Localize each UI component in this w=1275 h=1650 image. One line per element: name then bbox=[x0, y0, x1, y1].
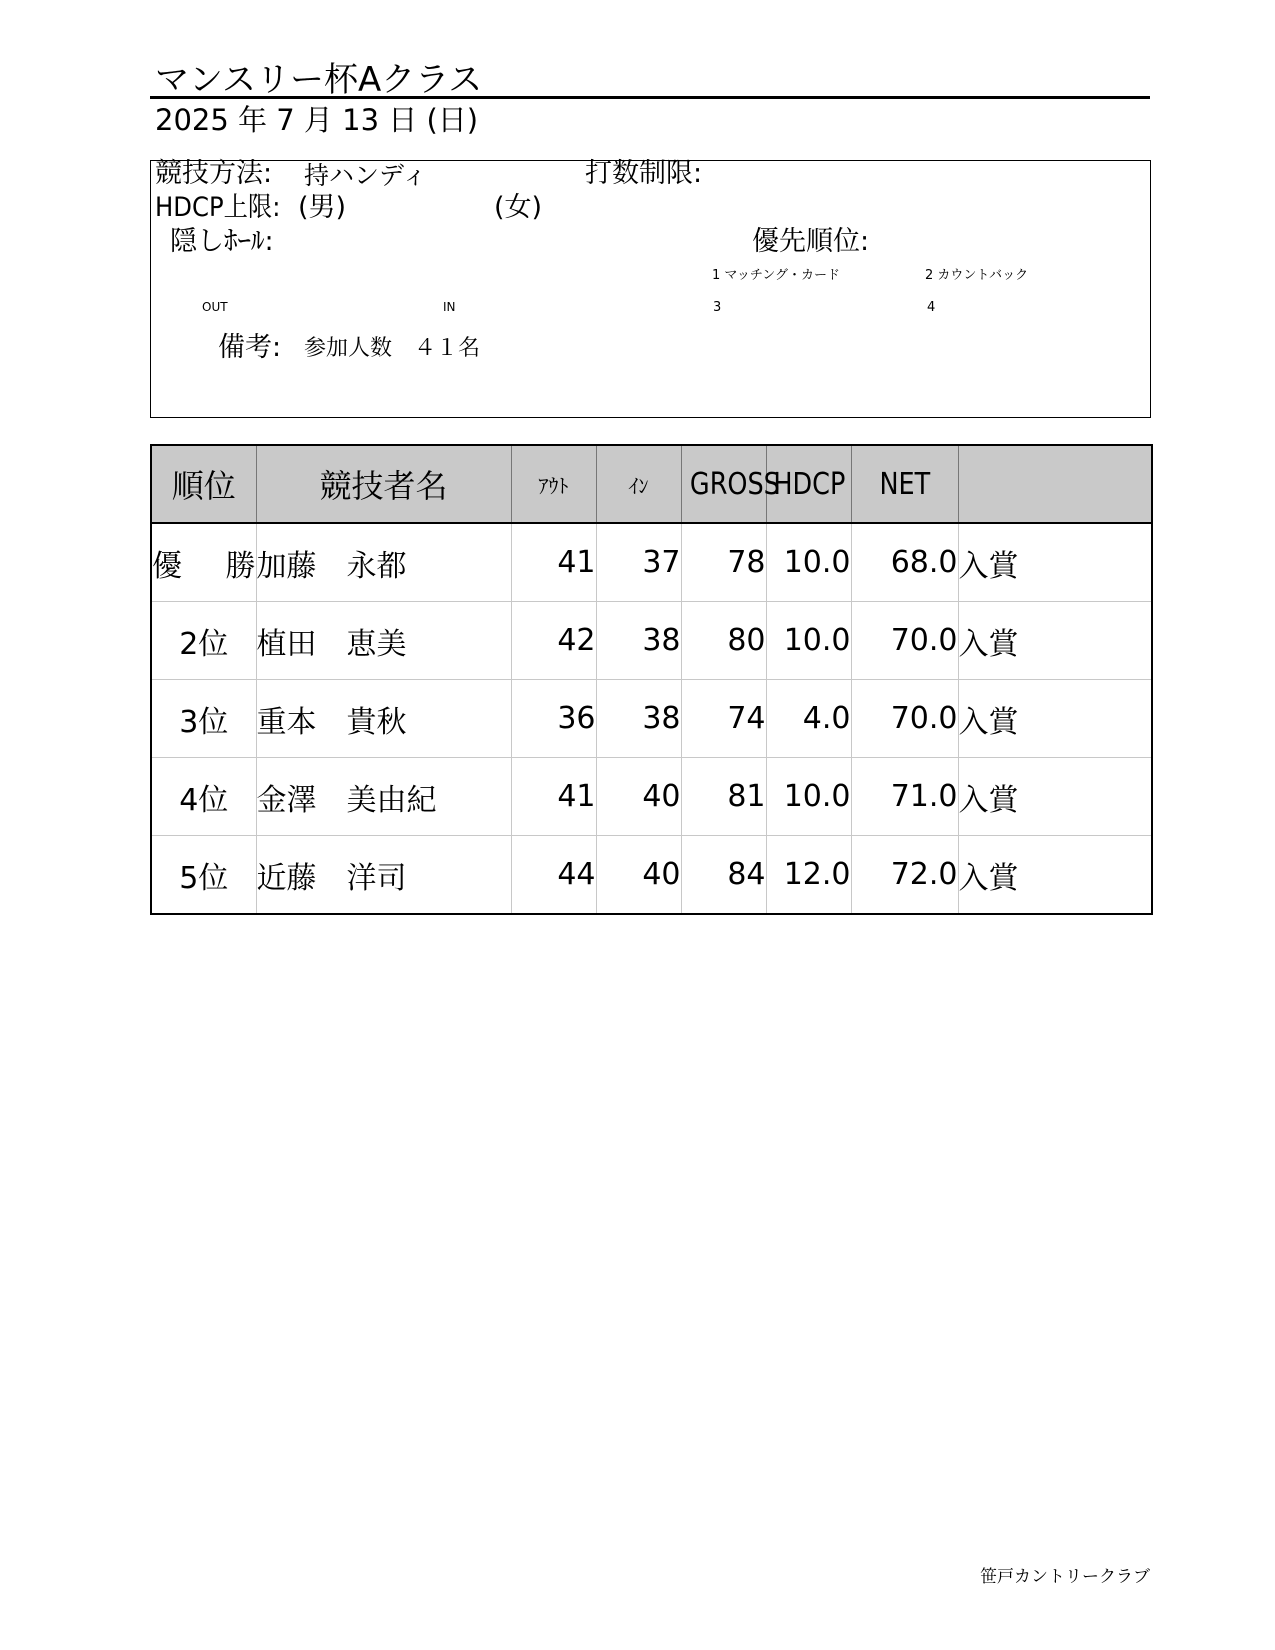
rank-cell: 2位 bbox=[151, 602, 256, 680]
priority-item-3: 3 bbox=[713, 300, 722, 315]
net-score-cell: 70.0 bbox=[851, 680, 958, 758]
player-name-cell: 金澤 美由紀 bbox=[256, 758, 511, 836]
col-header-rank: 順位 bbox=[151, 445, 256, 523]
out-score-cell: 41 bbox=[511, 758, 596, 836]
player-name-cell: 近藤 洋司 bbox=[256, 836, 511, 915]
award-cell: 入賞 bbox=[958, 523, 1152, 602]
in-score-cell: 38 bbox=[596, 602, 681, 680]
out-score-cell: 42 bbox=[511, 602, 596, 680]
player-name-cell: 加藤 永都 bbox=[256, 523, 511, 602]
award-cell: 入賞 bbox=[958, 680, 1152, 758]
net-score-cell: 71.0 bbox=[851, 758, 958, 836]
gross-score-cell: 78 bbox=[681, 523, 766, 602]
gross-score-cell: 74 bbox=[681, 680, 766, 758]
rank-cell: 優 勝 bbox=[151, 523, 256, 602]
gross-score-cell: 84 bbox=[681, 836, 766, 915]
table-row bbox=[151, 758, 1152, 836]
table-row bbox=[151, 680, 1152, 758]
col-header-name: 競技者名 bbox=[256, 445, 511, 523]
award-cell: 入賞 bbox=[958, 836, 1152, 915]
col-header-in: ｲﾝ bbox=[596, 445, 681, 523]
out-score-cell: 44 bbox=[511, 836, 596, 915]
table-row bbox=[151, 836, 1152, 915]
priority-label: 優先順位: bbox=[752, 226, 870, 257]
hdcp-cell: 10.0 bbox=[766, 758, 851, 836]
col-header-award bbox=[958, 445, 1152, 523]
stroke-limit-label: 打数制限: bbox=[585, 158, 703, 189]
out-score-cell: 36 bbox=[511, 680, 596, 758]
hdcp-cell: 12.0 bbox=[766, 836, 851, 915]
priority-item-4: 4 bbox=[927, 300, 936, 315]
gross-score-cell: 81 bbox=[681, 758, 766, 836]
format-label: 競技方法: bbox=[155, 158, 273, 189]
title-underline bbox=[150, 96, 1150, 99]
col-header-gross: GROSS bbox=[681, 445, 766, 523]
rank-cell: 5位 bbox=[151, 836, 256, 915]
hidden-hole-label: 隠しﾎｰﾙ: bbox=[170, 226, 274, 257]
table-header-row bbox=[151, 445, 1152, 523]
in-score-cell: 38 bbox=[596, 680, 681, 758]
rank-cell: 3位 bbox=[151, 680, 256, 758]
event-date: 2025 年 7 月 13 日 (日) bbox=[155, 103, 479, 137]
format-value: 持ハンディ bbox=[304, 161, 428, 190]
award-cell: 入賞 bbox=[958, 758, 1152, 836]
in-label: IN bbox=[443, 300, 456, 314]
hdcp-cell: 4.0 bbox=[766, 680, 851, 758]
player-name-cell: 重本 貴秋 bbox=[256, 680, 511, 758]
page-title: マンスリー杯Aクラス bbox=[155, 60, 483, 100]
award-cell: 入賞 bbox=[958, 602, 1152, 680]
female-label: (女) bbox=[494, 192, 543, 223]
male-label: (男) bbox=[298, 192, 347, 223]
remarks-label: 備考: bbox=[218, 332, 282, 363]
in-score-cell: 40 bbox=[596, 758, 681, 836]
net-score-cell: 68.0 bbox=[851, 523, 958, 602]
club-name-footer: 笹戸カントリークラブ bbox=[980, 1567, 1150, 1587]
net-score-cell: 72.0 bbox=[851, 836, 958, 915]
remarks-value: 参加人数 ４１名 bbox=[304, 336, 481, 361]
results-table bbox=[150, 444, 1153, 915]
gross-score-cell: 80 bbox=[681, 602, 766, 680]
out-score-cell: 41 bbox=[511, 523, 596, 602]
hdcp-cell: 10.0 bbox=[766, 523, 851, 602]
player-name-cell: 植田 恵美 bbox=[256, 602, 511, 680]
in-score-cell: 37 bbox=[596, 523, 681, 602]
net-score-cell: 70.0 bbox=[851, 602, 958, 680]
priority-item-2: 2 カウントバック bbox=[925, 268, 1029, 283]
out-label: OUT bbox=[202, 300, 228, 314]
hdcp-limit-label: HDCP上限: bbox=[155, 192, 281, 223]
col-header-out: ｱｳﾄ bbox=[511, 445, 596, 523]
priority-item-1: 1 マッチング・カード bbox=[712, 268, 840, 283]
col-header-net: NET bbox=[851, 445, 958, 523]
col-header-hdcp: HDCP bbox=[766, 445, 851, 523]
table-row bbox=[151, 602, 1152, 680]
rank-cell: 4位 bbox=[151, 758, 256, 836]
table-row bbox=[151, 523, 1152, 602]
in-score-cell: 40 bbox=[596, 836, 681, 915]
hdcp-cell: 10.0 bbox=[766, 602, 851, 680]
